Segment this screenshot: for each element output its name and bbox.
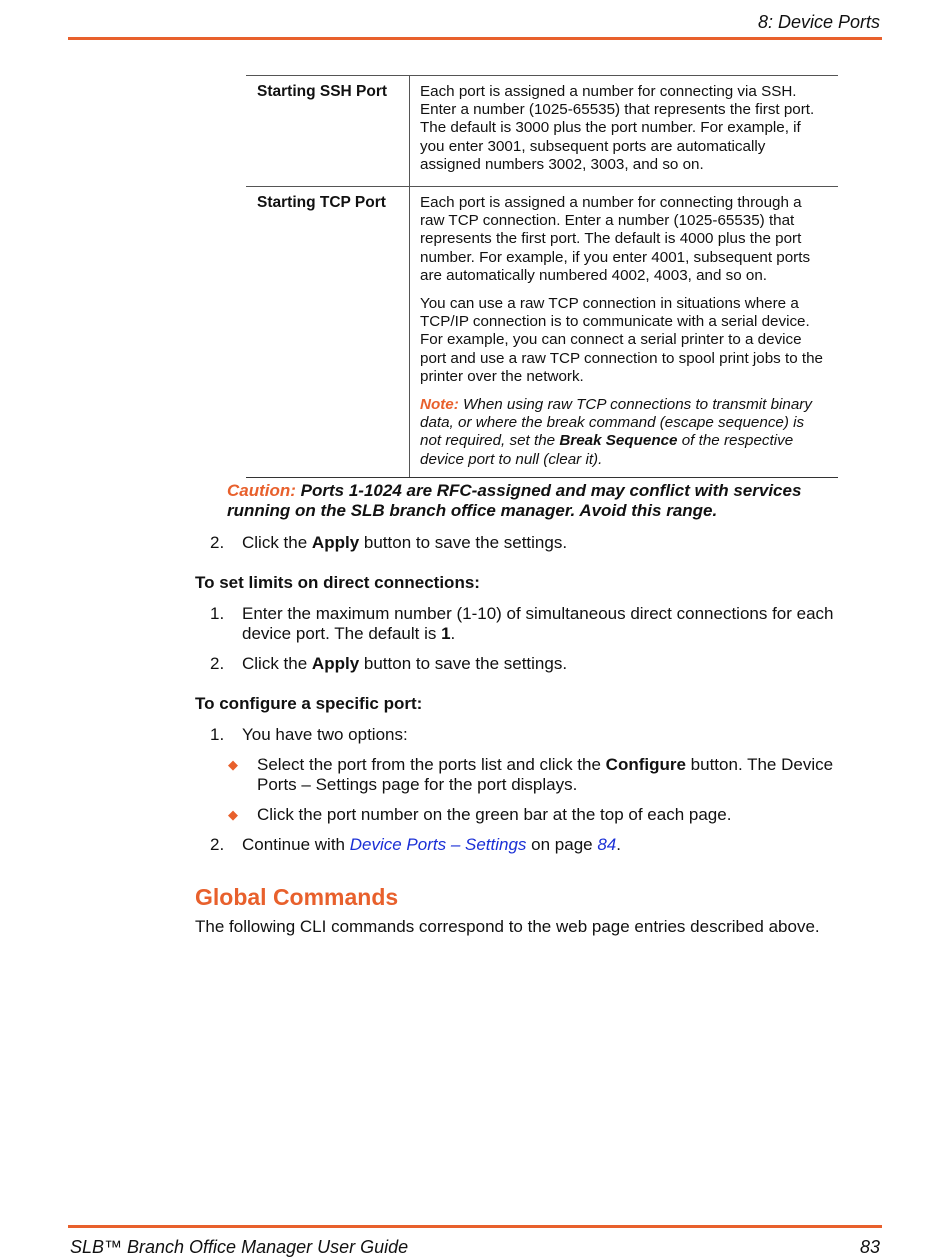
row-desc-ssh [410, 76, 838, 186]
step-text: button to save the settings. [359, 654, 568, 673]
limits-step1-text [242, 604, 852, 644]
footer-rule [68, 1225, 882, 1228]
apply-keyword: Apply [311, 654, 360, 673]
step-number: 2. [210, 654, 225, 673]
step-text: . [450, 624, 456, 643]
bullet-text: button. The Device Ports – Settings page for the port displays. [257, 755, 834, 794]
global-commands-text: The following CLI commands correspond to the web page entries described above. [195, 917, 820, 936]
table-row [246, 75, 838, 186]
step-text: Continue with [242, 835, 350, 854]
running-header: 8: Device Ports [757, 12, 880, 32]
caution-text: Ports 1-1024 are RFC-assigned and may conflict with services running on the SLB branch office manager. Avoid this range. [227, 481, 802, 520]
step-text: Click the [242, 533, 312, 552]
step-apply-text [242, 533, 852, 553]
step-text: button to save the settings. [359, 533, 568, 552]
limits-heading: To set limits on direct connections: [195, 573, 480, 592]
limits-step2-text [242, 654, 852, 674]
bullet-text: Select the port from the ports list and click the [257, 755, 606, 774]
tcp-note [420, 396, 828, 469]
configure-bullet2-text: Click the port number on the green bar at the top of each page. [257, 805, 732, 824]
step-number: 1. [210, 604, 225, 623]
device-ports-settings-link[interactable]: Device Ports – Settings [349, 835, 527, 854]
configure-keyword: Configure [605, 755, 686, 774]
caution-label: Caution: [227, 481, 296, 500]
note-text-after: of the respective device port to null (clear it). [420, 432, 794, 468]
settings-table [246, 75, 838, 478]
diamond-bullet-icon: ◆ [228, 807, 238, 822]
step-text: on page [526, 835, 598, 854]
tcp-desc-paragraph-1: Each port is assigned a number for connecting through a raw TCP connection. Enter a number (1025-65535) that represents the first port. The default is 4000 plus the port number. For example, if you enter 4001, subsequent ports are automatically numbered 4002, 4003, and so on. [420, 194, 811, 284]
diamond-bullet-icon: ◆ [228, 757, 238, 772]
note-label: Note: [420, 396, 459, 414]
ssh-desc-paragraph: Each port is assigned a number for connecting via SSH. Enter a number (1025-65535) that represents the first port. The default is 3000 plus the port number. For example, if you enter 3001, subsequent ports are automatically assigned numbers 3002, 3003, and so on. [420, 83, 815, 173]
row-label-tcp: Starting TCP Port [246, 187, 410, 477]
configure-bullet1-text [257, 755, 852, 795]
caution-block [227, 481, 847, 521]
footer-title: SLB™ Branch Office Manager User Guide [70, 1237, 409, 1257]
default-value: 1 [441, 624, 451, 643]
configure-step2-text [242, 835, 852, 855]
page-number-link[interactable]: 84 [597, 835, 617, 854]
step-text: . [616, 835, 621, 854]
table-row [246, 186, 838, 478]
header-rule [68, 37, 882, 40]
step-number: 2. [210, 533, 225, 552]
step-number: 1. [210, 725, 225, 744]
footer-page-number: 83 [859, 1237, 880, 1257]
note-text-before: When using raw TCP connections to transmit binary data, or where the break command (escape sequence) is not required, set the [420, 396, 812, 450]
configure-step1-text: You have two options: [242, 725, 408, 744]
global-commands-heading: Global Commands [195, 884, 399, 910]
step-text: Click the [242, 654, 312, 673]
apply-keyword: Apply [311, 533, 360, 552]
note-bold: Break Sequence [559, 432, 678, 450]
configure-heading: To configure a specific port: [195, 694, 423, 713]
row-desc-tcp [410, 187, 838, 477]
tcp-desc-paragraph-2: You can use a raw TCP connection in situations where a TCP/IP connection is to communicate with a serial device. For example, you can connect a serial printer to a device port and use a raw TCP connection to spool print jobs to the printer over the network. [420, 295, 823, 385]
step-text: Enter the maximum number (1-10) of simultaneous direct connections for each device port. The default is [242, 604, 834, 643]
row-label-ssh: Starting SSH Port [246, 76, 410, 186]
step-number: 2. [210, 835, 225, 854]
